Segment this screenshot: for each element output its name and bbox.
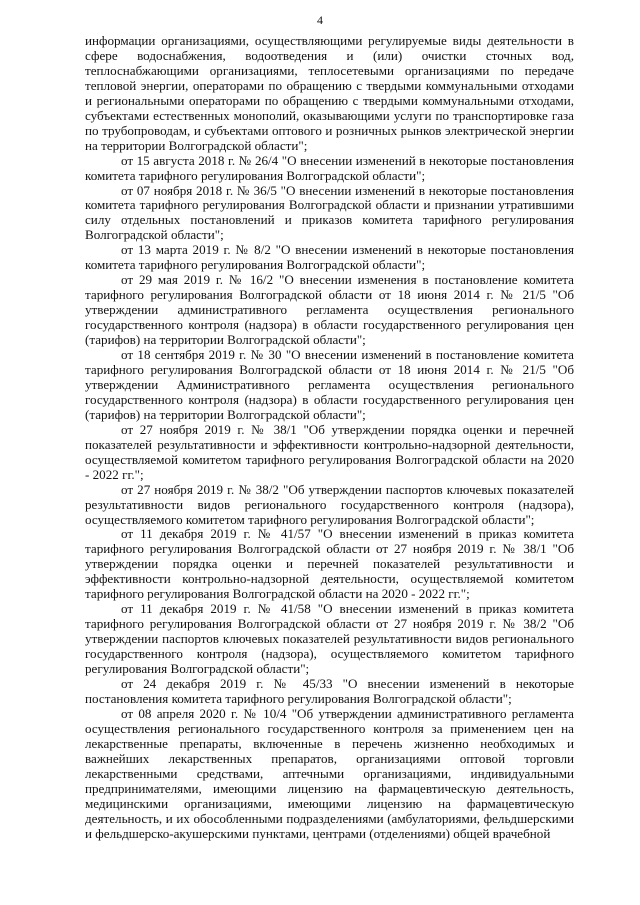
list-item-paragraph: от 24 декабря 2019 г. № 45/33 "О внесении изменений в некоторые постановления комитета тарифного регулирования Волгоградской области"; [85, 675, 574, 706]
list-item-paragraph: от 27 ноября 2019 г. № 38/1 "Об утверждении порядка оценки и перечней показателей результативности и эффективности контрольно-надзорной деятельности, осуществляемой комитетом тарифного регулирования Волгоградской области на 2020 - 2022 гг."; [85, 421, 574, 482]
list-item-paragraph: от 11 декабря 2019 г. № 41/57 "О внесении изменений в приказ комитета тарифного регулирования Волгоградской области от 27 ноября 2019 г. № 38/1 "Об утверждении порядка оценки и перечней показателей результативности и эффективности контрольно-надзорной деятельности, осуществляемой комитетом тарифного регулирования Волгоградской области на 2020 - 2022 гг."; [85, 526, 574, 602]
list-item-paragraph: от 18 сентября 2019 г. № 30 "О внесении изменений в постановление комитета тарифного регулирования Волгоградской области от 18 июня 2014 г. № 21/5 "Об утверждении Административного регламента осуществления регионального государственного контроля (надзора) в области государственного регулирования цен (тарифов) на территории Волгоградской области"; [85, 347, 574, 422]
list-item-paragraph: от 08 апреля 2020 г. № 10/4 "Об утверждении административного регламента осуществления регионального государственного контроля за применением цен на лекарственные препараты, включенные в перечень жизненно необходимых и важнейших лекарственных препаратов, организациями оптовой торговли лекарственными средствами, аптечными организациями, индивидуальными предпринимателями, имеющими лицензию на фармацевтическую деятельность, медицинскими организациями, имеющими лицензию на фармацевтическую деятельность, и их обособленными подразделениями (амбулаториями, фельдшерскими и фельдшерско-акушерскими пунктами, центрами (отделениями) общей врачебной [85, 705, 574, 841]
list-item-paragraph: от 11 декабря 2019 г. № 41/58 "О внесении изменений в приказ комитета тарифного регулирования Волгоградской области от 27 ноября 2019 г. № 38/2 "Об утверждении паспортов ключевых показателей результативности видов регионального государственного контроля (надзора), осуществляемого комитетом тарифного регулирования Волгоградской области"; [85, 601, 574, 677]
list-item-paragraph: от 15 августа 2018 г. № 26/4 "О внесении изменений в некоторые постановления комитета тарифного регулирования Волгоградской области"; [85, 152, 574, 183]
page-number: 4 [317, 13, 323, 27]
document-body [85, 34, 574, 841]
list-item-paragraph: от 07 ноября 2018 г. № 36/5 "О внесении изменений в некоторые постановления комитета тарифного регулирования Волгоградской области и признании утратившими силу отдельных постановлений и приказов комитета тарифного регулирования Волгоградской области"; [85, 182, 574, 243]
paragraph-continuation: информации организациями, осуществляющими регулируемые виды деятельности в сфере водоснабжения, водоотведения и (или) очистки сточных вод, теплоснабжающими организациями, теплосетевыми организациями по передаче тепловой энергии, операторами по обращению с твердыми коммунальными отходами и региональными операторами по обращению с твердыми коммунальными отходами, субъектами естественных монополий, оказывающими услуги по транспортировке газа по трубопроводам, и субъектами оптового и розничных рынков электрической энергии на территории Волгоградской области"; [85, 33, 574, 153]
list-item-paragraph: от 27 ноября 2019 г. № 38/2 "Об утверждении паспортов ключевых показателей результативности видов регионального государственного контроля (надзора), осуществляемого комитетом тарифного регулирования Волгоградской области"; [85, 481, 574, 527]
list-item-paragraph: от 29 мая 2019 г. № 16/2 "О внесении изменения в постановление комитета тарифного регулирования Волгоградской области от 18 июня 2014 г. № 21/5 "Об утверждении административного регламента осуществления регионального государственного контроля (надзора) в области государственного регулирования цен (тарифов) на территории Волгоградской области"; [85, 272, 574, 348]
list-item-paragraph: от 13 марта 2019 г. № 8/2 "О внесении изменений в некоторые постановления комитета тарифного регулирования Волгоградской области"; [85, 242, 574, 273]
